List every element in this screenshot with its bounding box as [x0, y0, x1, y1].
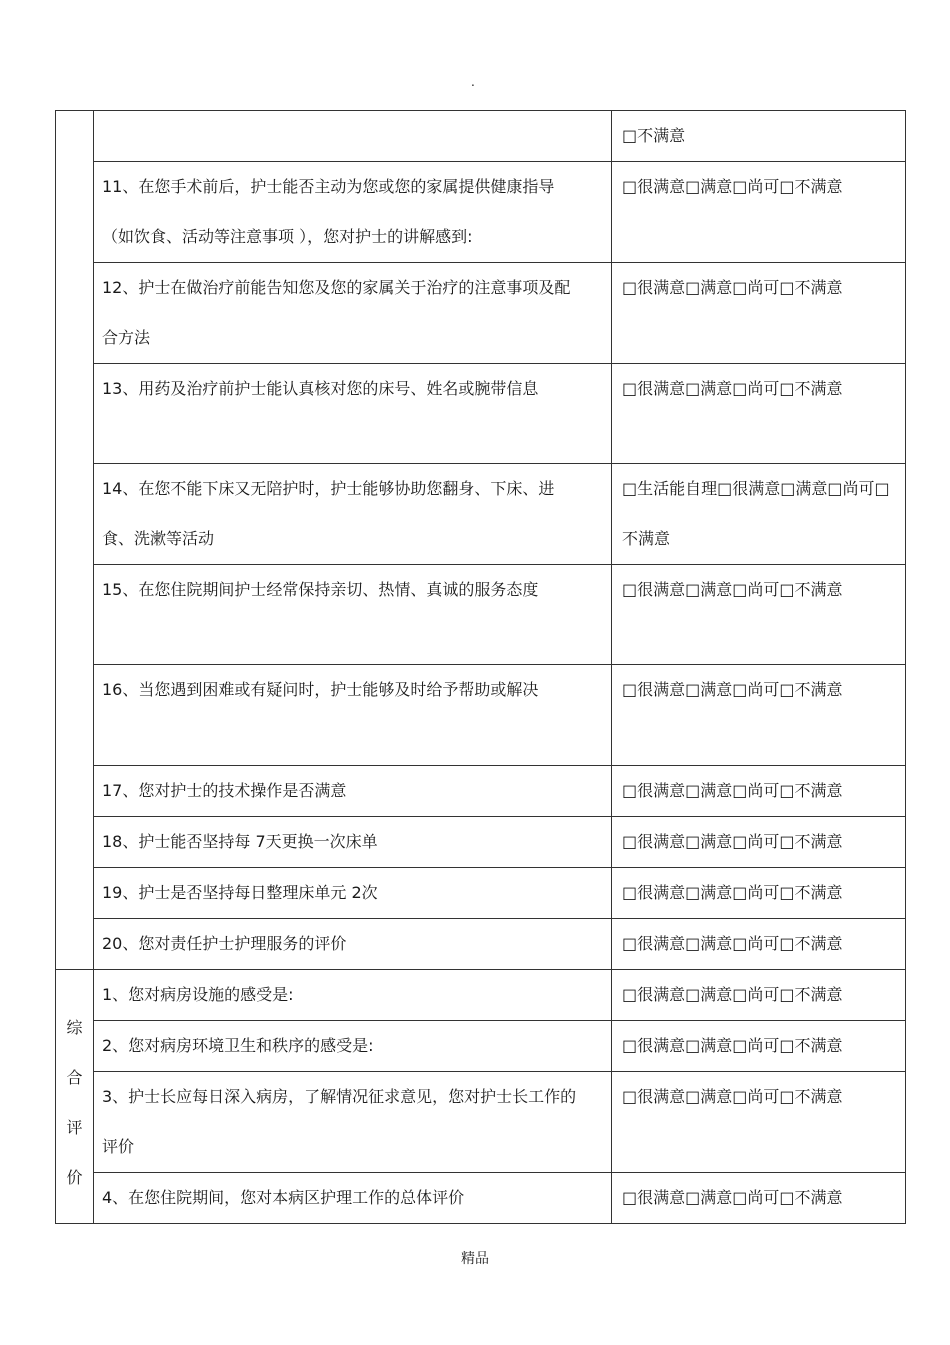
question-text: 20、您对责任护士护理服务的评价 [94, 919, 612, 970]
answer-options[interactable]: □很满意□满意□尚可□不满意 [612, 1173, 906, 1224]
table-row [56, 665, 906, 766]
table-row [56, 1021, 906, 1072]
table-row [56, 1072, 906, 1173]
question-text: 16、当您遇到困难或有疑问时，护士能够及时给予帮助或解决 [94, 665, 612, 766]
answer-options[interactable]: □很满意□满意□尚可□不满意 [612, 766, 906, 817]
question-text [94, 111, 612, 162]
table-row [56, 1173, 906, 1224]
table-row [56, 817, 906, 868]
question-text: 2、您对病房环境卫生和秩序的感受是: [94, 1021, 612, 1072]
answer-options[interactable]: □很满意□满意□尚可□不满意 [612, 364, 906, 464]
question-text: 12、护士在做治疗前能告知您及您的家属关于治疗的注意事项及配合方法 [94, 263, 612, 364]
header-mark: . [471, 75, 475, 89]
table-row [56, 766, 906, 817]
table-row [56, 970, 906, 1021]
answer-options[interactable]: □很满意□满意□尚可□不满意 [612, 919, 906, 970]
question-text: 3、护士长应每日深入病房，了解情况征求意见，您对护士长工作的评价 [94, 1072, 612, 1173]
section-label: 综合评价 [66, 1018, 83, 1187]
answer-options[interactable]: □很满意□满意□尚可□不满意 [612, 868, 906, 919]
answer-options[interactable]: □不满意 [612, 111, 906, 162]
question-text: 15、在您住院期间护士经常保持亲切、热情、真诚的服务态度 [94, 565, 612, 665]
table-row [56, 162, 906, 263]
question-text: 4、在您住院期间，您对本病区护理工作的总体评价 [94, 1173, 612, 1224]
question-text: 13、用药及治疗前护士能认真核对您的床号、姓名或腕带信息 [94, 364, 612, 464]
answer-options[interactable]: □很满意□满意□尚可□不满意 [612, 665, 906, 766]
answer-options[interactable]: □很满意□满意□尚可□不满意 [612, 162, 906, 263]
table-row [56, 111, 906, 162]
answer-options[interactable]: □很满意□满意□尚可□不满意 [612, 263, 906, 364]
question-text: 18、护士能否坚持每 7天更换一次床单 [94, 817, 612, 868]
question-text: 19、护士是否坚持每日整理床单元 2次 [94, 868, 612, 919]
question-text: 1、您对病房设施的感受是: [94, 970, 612, 1021]
table-row [56, 565, 906, 665]
question-text: 17、您对护士的技术操作是否满意 [94, 766, 612, 817]
answer-options[interactable]: □很满意□满意□尚可□不满意 [612, 1021, 906, 1072]
table-row [56, 263, 906, 364]
table-row [56, 868, 906, 919]
answer-options[interactable]: □很满意□满意□尚可□不满意 [612, 817, 906, 868]
section-cell-blank [56, 111, 94, 970]
table-row [56, 364, 906, 464]
answer-options[interactable]: □很满意□满意□尚可□不满意 [612, 970, 906, 1021]
answer-options[interactable]: □很满意□满意□尚可□不满意 [612, 1072, 906, 1173]
answer-options[interactable]: □生活能自理□很满意□满意□尚可□不满意 [612, 464, 906, 565]
question-text: 14、在您不能下床又无陪护时，护士能够协助您翻身、下床、进食、洗漱等活动 [94, 464, 612, 565]
answer-options[interactable]: □很满意□满意□尚可□不满意 [612, 565, 906, 665]
table-row [56, 464, 906, 565]
section-cell-comprehensive [56, 970, 94, 1224]
table-row [56, 919, 906, 970]
satisfaction-survey-table [55, 110, 906, 1224]
question-text: 11、在您手术前后，护士能否主动为您或您的家属提供健康指导（如饮食、活动等注意事项 ），您对护士的讲解感到: [94, 162, 612, 263]
footer-text: 精品 [461, 1251, 489, 1267]
